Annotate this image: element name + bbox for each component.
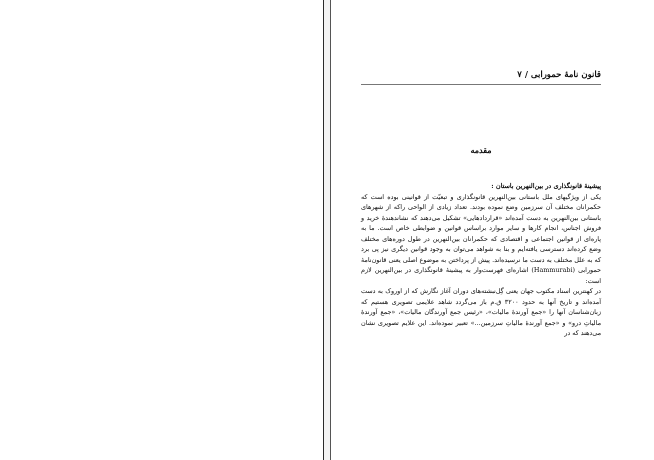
subheading: پیشینهٔ قانونگذاری در بین‌النهرین باستان : — [491, 182, 601, 190]
paragraph: یکی از ویژگیهای ملل باستانی بین‌النهرین قانونگذاری و تبعیّت از قوانینی بوده است که حکمرانان مختلف آن سرزمین وضع نموده بودند. تعداد زیادی از الواحی راکه از شهرهای باستانی بین‌النهرین به دست آمده‌اند «قراردادهایی» تشکیل می‌دهند که نشاندهندهٔ خرید و فروش اجناس، انجام کارها و سایر موارد براساس قوانین و ضوابطی خاص است. ما به پاره‌ای از قوانین اجتماعی و اقتصادی که حکمرانان بین‌النهرین در طول دوره‌های مختلف وضع کرده‌اند دسترسی یافته‌ایم و بنا به شواهد می‌توان به وجود قوانین دیگری نیز پی برد که به علل مختلف به دست ما نرسیده‌اند. پیش از پرداختن به موضوع اصلی یعنی قانون‌نامهٔ حمورابی (Hammurabi) اشاره‌ای فهرست‌وار به پیشینهٔ قانونگذاری در بین‌النهرین لازم است: — [361, 192, 601, 285]
section-title: مقدمه — [470, 145, 492, 155]
paragraph: در کهنترین اسناد مکتوب جهان یعنی گِل‌نبشته‌های دوران آغاز نگارش که از اوروک به دست آمده‌اند و تاریخ آنها به حدود ۳۲۰۰ ق.م باز می‌گردد شاهد علایمی تصویری هستیم که زبان‌شناسان آنها را «جمع آورندهٔ مالیات»، «رئیس جمع آورندگان مالیات»، «جمع آورندهٔ مالیاتِ درو» و «جمع آورندهٔ مالیاتِ سرزمین...» تعبیر نموده‌اند. این علایم تصویری نشان می‌دهند که در — [361, 287, 601, 337]
right-page — [331, 0, 654, 460]
running-head: قانون نامهٔ حمورابی / ۷ — [517, 70, 601, 80]
page-gutter — [323, 0, 331, 460]
header-rule — [361, 84, 601, 85]
left-page — [0, 0, 323, 460]
body-text — [361, 181, 601, 339]
